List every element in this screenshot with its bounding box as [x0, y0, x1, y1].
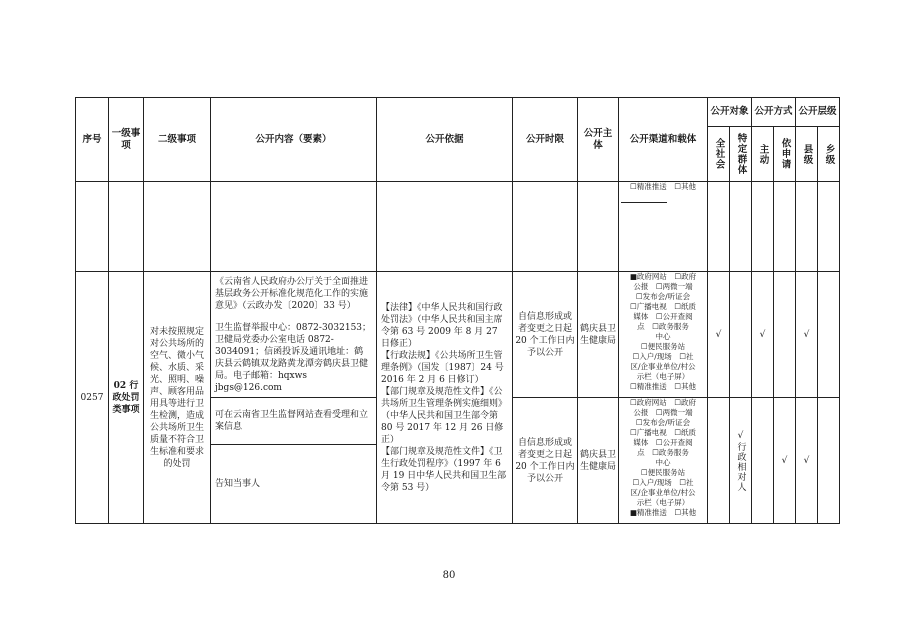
channel-a-line: ■政府网站 ☐政府	[629, 272, 697, 281]
channel-a-line: 媒体 ☐公开查阅	[633, 312, 693, 321]
channel-b-line: 区/企事业单位/村公	[630, 488, 696, 497]
channel-a-line: ☐入户/现场 ☐社	[632, 352, 694, 361]
content-c: 告知当事人	[211, 445, 377, 524]
channel-a-line: ☐广播电视 ☐纸质	[630, 302, 696, 311]
header-basis: 公开依据	[377, 98, 513, 182]
header-channel: 公开渠道和载体	[619, 98, 708, 182]
row-basis: 【法律】《中华人民共和国行政处罚法》（中华人民共和国主席令第 63 号 2009 年 8 月 27 日修正） 【行政法规】《公共场所卫生管理条例》（国发〔1987〕24 号 2016 年 2 月 6 日修订） 【部门规章及规范性文件】《公共场所卫生管理条例实施细则》（中华人民共和国卫生部令第 80 号 2017 年 12 月 26 日修正） 【部门规章及规范性文件】《卫生行政处罚程序》（1997 年 6 月 19 日中华人民共和国卫生部令第 53 号）	[377, 272, 513, 524]
header-level2: 二级事项	[144, 98, 211, 182]
row-channel-b	[619, 398, 708, 524]
channel-b-line: 中心	[655, 458, 671, 467]
header-target-all: 全社会	[713, 138, 725, 170]
header-target-group: 特定群体	[735, 133, 747, 175]
channel-b-line: 示栏（电子屏）	[636, 498, 690, 507]
channel-b-line: ☐政府网站 ☐政府	[630, 398, 696, 407]
disclosure-table	[75, 97, 840, 524]
channel-a-line: 点 ☐政务服务	[637, 322, 689, 331]
header-method-active: 主动	[757, 143, 769, 165]
channel-a-line: ☐精准推送 ☐其他	[630, 382, 696, 391]
channel-a-line: 示栏（电子屏）	[636, 372, 690, 381]
header-method: 公开方式	[752, 98, 796, 127]
page-number: 80	[442, 570, 456, 581]
prev-channel-cell	[619, 182, 708, 272]
header-level1: 一级事项	[109, 98, 144, 182]
header-timing: 公开时限	[513, 98, 578, 182]
channel-a-line: ☐发布会/听证会	[635, 292, 691, 301]
header-level: 公开层级	[796, 98, 840, 127]
check-level-county-b: √	[796, 398, 818, 524]
group-b-label: 行政相对人	[735, 441, 746, 492]
check-target-group-b: √	[737, 430, 744, 441]
channel-b-line: ■精准推送 ☐其他	[629, 508, 697, 517]
row-timing-a: 自信息形成或者变更之日起 20 个工作日内予以公开	[513, 272, 578, 398]
channel-a-line: ☐便民服务站	[640, 342, 686, 351]
row-level2: 对未按照规定对公共场所的空气、微小气候、水质、采光、照明、噪声、顾客用品用具等进行卫生检测，造成公共场所卫生质量不符合卫生标准和要求的处罚	[144, 272, 211, 524]
check-target-all-a: √	[708, 272, 730, 398]
row-level1: 02 行政处罚类事项	[109, 272, 144, 524]
row-timing-b: 自信息形成或者变更之日起 20 个工作日内予以公开	[513, 398, 578, 524]
channel-a-line: 公报 ☐两微一端	[633, 282, 693, 291]
channel-b-line: 媒体 ☐公开查阅	[633, 438, 693, 447]
check-method-apply-b: √	[774, 398, 796, 524]
content-a1: 《云南省人民政府办公厅关于全面推进基层政务公开标准化规范化工作的实施意见》（云政办发〔2020〕33 号）	[215, 276, 369, 311]
header-level-town: 乡级	[823, 143, 835, 165]
channel-a-line: 中心	[655, 332, 671, 341]
channel-b-line: ☐广播电视 ☐纸质	[630, 428, 696, 437]
header-method-apply: 依申请	[779, 138, 791, 170]
header-target: 公开对象	[708, 98, 752, 127]
row-channel-a	[619, 272, 708, 398]
target-group-b	[730, 398, 752, 524]
channel-b-line: ☐便民服务站	[640, 468, 686, 477]
row-seq: 0257	[76, 272, 109, 524]
check-level-county-a: √	[796, 272, 818, 398]
header-subject: 公开主体	[578, 98, 619, 182]
channel-a-line: 区/企事业单位/村公	[630, 362, 696, 371]
prev-channel-line: ☐精准推送 ☐其他	[630, 182, 696, 191]
content-b: 可在云南省卫生监督网站查看受理和立案信息	[211, 398, 377, 445]
channel-b-line: 点 ☐政务服务	[637, 448, 689, 457]
content-a	[211, 272, 377, 398]
header-level-county: 县级	[801, 143, 813, 165]
divider	[621, 202, 667, 203]
header-seq: 序号	[76, 98, 109, 182]
channel-b-line: 公报 ☐两微一端	[633, 408, 693, 417]
header-content: 公开内容（要素）	[211, 98, 377, 182]
check-method-active-a: √	[752, 272, 774, 398]
row-subject-a: 鹤庆县卫生健康局	[578, 272, 619, 398]
row-subject-b: 鹤庆县卫生健康局	[578, 398, 619, 524]
channel-b-line: ☐发布会/听证会	[635, 418, 691, 427]
content-a2: 卫生监督举报中心：0872-3032153；卫健局党委办公室电话 0872-3034091；信函投诉及通讯地址：鹤庆县云鹤镇双龙路黄龙潭旁鹤庆县卫健局。电子邮箱：hqxws jbgs@126.com	[215, 322, 372, 393]
channel-b-line: ☐入户/现场 ☐社	[632, 478, 694, 487]
